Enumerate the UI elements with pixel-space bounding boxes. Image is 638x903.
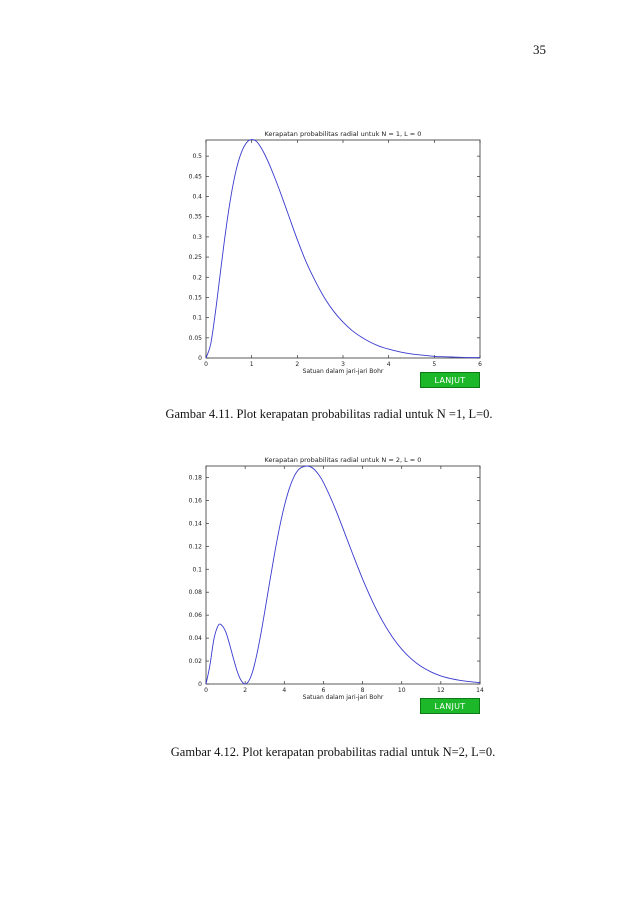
plot-frame [206,140,480,358]
x-tick-label: 3 [341,361,345,368]
x-tick-label: 10 [397,687,406,694]
y-tick-label: 0.16 [188,497,202,505]
y-tick-label: 0 [198,355,202,362]
figure-caption: Gambar 4.12. Plot kerapatan probabilitas radial untuk N=2, L=0. [170,745,496,759]
y-tick-label: 0.45 [188,173,202,181]
lanjut-button[interactable]: LANJUT [420,698,480,714]
x-tick-label: 6 [321,687,326,694]
y-tick-label: 0.06 [188,612,202,620]
page-number: 35 [533,42,546,57]
y-tick-label: 0.04 [188,635,202,643]
x-tick-label: 8 [360,687,365,694]
y-tick-label: 0.18 [188,474,202,482]
y-tick-label: 0.05 [188,334,202,342]
y-tick-label: 0.1 [192,314,202,322]
radial-density-chart-n2 [172,452,490,712]
x-tick-label: 0 [204,687,208,694]
x-tick-label: 0 [204,361,208,368]
x-tick-label: 2 [243,687,248,694]
y-tick-label: 0.2 [192,274,202,282]
x-axis-label: Satuan dalam jari-jari Bohr [302,694,384,701]
figure-4-12 [172,452,490,712]
plot-frame [206,466,480,684]
y-tick-label: 0.35 [188,213,202,221]
y-tick-label: 0.5 [192,153,202,161]
x-axis-label: Satuan dalam jari-jari Bohr [302,368,384,375]
y-tick-label: 0.08 [188,589,202,597]
y-tick-label: 0.1 [192,566,202,574]
x-tick-label: 2 [295,361,300,368]
y-tick-label: 0.3 [192,233,202,241]
figure-4-11 [172,126,490,386]
y-tick-label: 0.15 [188,294,202,302]
radial-density-chart-n1 [172,126,490,386]
lanjut-button[interactable]: LANJUT [420,372,480,388]
x-tick-label: 4 [386,361,391,368]
y-tick-label: 0 [198,681,202,688]
chart-title: Kerapatan probabilitas radial untuk N = 1, L = 0 [264,130,422,138]
x-tick-label: 4 [282,687,287,694]
y-tick-label: 0.02 [188,658,202,666]
y-tick-label: 0.4 [192,193,202,201]
x-tick-label: 12 [437,687,445,694]
figure-caption: Gambar 4.11. Plot kerapatan probabilitas radial untuk N =1, L=0. [165,407,493,421]
y-tick-label: 0.14 [188,520,202,528]
x-tick-label: 6 [478,361,482,368]
y-tick-label: 0.25 [188,254,202,262]
x-tick-label: 14 [476,687,484,694]
y-tick-label: 0.12 [188,543,202,551]
x-tick-label: 5 [432,361,437,368]
chart-title: Kerapatan probabilitas radial untuk N = 2, L = 0 [264,456,422,464]
x-tick-label: 1 [249,361,254,368]
